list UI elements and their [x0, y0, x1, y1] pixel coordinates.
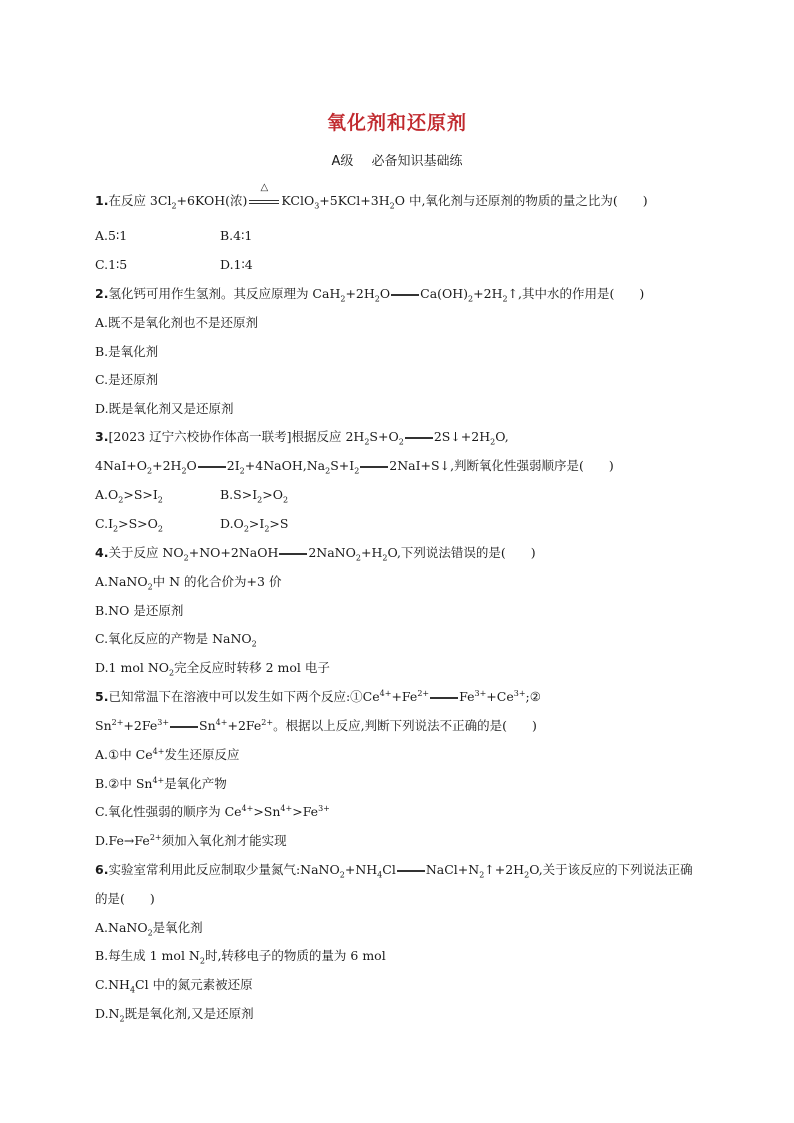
equals-arrow	[279, 553, 307, 555]
equals-arrow	[170, 726, 198, 728]
subscript: 2	[479, 870, 485, 880]
subscript: 2	[355, 553, 361, 563]
option-c: $C.I_2>S>O_2$	[95, 516, 163, 534]
q-text: Fe	[459, 689, 475, 704]
question-5-line-2	[95, 717, 734, 735]
superscript: 2+	[417, 688, 430, 698]
q-text: +6KOH(浓)	[176, 193, 248, 208]
question-6-line-2: 的是( )	[95, 891, 155, 906]
q-text: 。根据以上反应,判断下列说法不正确的是( )	[273, 718, 537, 733]
question-1	[95, 182, 734, 211]
question-number: 6.	[95, 862, 109, 877]
level-label: A级	[331, 154, 354, 169]
subscript: 2	[389, 201, 395, 211]
superscript: 3+	[157, 717, 170, 727]
q-text: 2NaI+S↓,判断氧化性强弱顺序是( )	[389, 458, 614, 473]
subscript: 2	[364, 437, 370, 447]
q-text: S+O	[369, 429, 399, 444]
q-text: KClO	[281, 193, 315, 208]
q-text: +2H	[345, 286, 375, 301]
question-number: 5.	[95, 689, 109, 704]
question-number: 2.	[95, 286, 109, 301]
q-text: [2023 辽宁六校协作体高一联考]根据反应 2H	[108, 429, 365, 444]
option-b: B.②中 $Sn^{4+}$是氧化产物	[95, 775, 227, 791]
subscript: 2	[147, 466, 153, 476]
q-text: ↑+2H	[484, 862, 525, 877]
option-c: C.氧化性强弱的顺序为 $Ce^{4+}>Sn^{4+}>Fe^{3+}$	[95, 803, 330, 819]
q-text: O,下列说法错误的是( )	[387, 545, 536, 560]
option-d: D.既是氧化剂又是还原剂	[95, 401, 234, 416]
option-c: C.1∶5	[95, 257, 128, 272]
question-number: 3.	[95, 429, 109, 444]
q-text: O	[186, 458, 197, 473]
option-d: $D.N_2$既是氧化剂,又是还原剂	[95, 1006, 254, 1024]
q-text: +NH	[344, 862, 378, 877]
subscript: 2	[374, 294, 380, 304]
q-text: +2Fe	[123, 718, 158, 733]
option-a: A.①中 $Ce^{4+}$发生还原反应	[95, 746, 240, 762]
q-text: 已知常温下在溶液中可以发生如下两个反应:①Ce	[108, 689, 380, 704]
subscript: 2	[325, 466, 331, 476]
option-c: C.氧化反应的产物是 NaNO$_2$	[95, 631, 257, 649]
q-text: +2Fe	[227, 718, 262, 733]
option-a: A.NaNO$_2$中 N 的化合价为+3 价	[95, 574, 282, 592]
option-b: B.每生成 1 mol $N_2$时,转移电子的物质的量为 6 mol	[95, 948, 386, 966]
question-6	[95, 861, 734, 879]
option-a: A.NaNO$_2$是氧化剂	[95, 920, 203, 938]
section-subtitle	[0, 150, 794, 169]
q-text: 4NaI+O	[95, 458, 148, 473]
topic-label: 必备知识基础练	[371, 154, 463, 169]
question-number: 4.	[95, 545, 109, 560]
q-text: +H	[360, 545, 383, 560]
option-c: $C.NH_4Cl$ 中的氮元素被还原	[95, 977, 253, 995]
superscript: 3+	[474, 688, 487, 698]
subscript: 2	[382, 553, 388, 563]
q-text: 2I	[226, 458, 240, 473]
subscript: 4	[377, 870, 383, 880]
q-text: +Ce	[486, 689, 514, 704]
q-text: +4NaOH,Na	[244, 458, 326, 473]
question-2	[95, 285, 734, 303]
q-text: Sn	[95, 718, 112, 733]
subscript: 3	[314, 201, 320, 211]
q-text: 2S↓+2H	[433, 429, 491, 444]
q-text: +NO+2NaOH	[188, 545, 279, 560]
option-a: A.既不是氧化剂也不是还原剂	[95, 315, 259, 330]
q-text: O,关于该反应的下列说法正确	[529, 862, 693, 877]
subscript: 2	[398, 437, 404, 447]
page-title: 氧化剂和还原剂	[326, 112, 467, 134]
question-5	[95, 688, 734, 706]
q-text: ↑,其中水的作用是( )	[507, 286, 645, 301]
superscript: 2+	[261, 717, 274, 727]
question-4	[95, 544, 734, 562]
question-3-line-2	[95, 457, 734, 475]
subscript: 2	[468, 294, 474, 304]
option-b: B.NO 是还原剂	[95, 603, 184, 618]
subscript: 2	[490, 437, 496, 447]
subscript: 2	[354, 466, 360, 476]
q-text: +5KCl+3H	[319, 193, 390, 208]
equals-arrow	[360, 466, 388, 468]
subscript: 2	[339, 870, 345, 880]
superscript: 4+	[215, 717, 228, 727]
q-text: +2H	[473, 286, 503, 301]
option-d: D.1∶4	[220, 257, 253, 272]
subscript: 2	[171, 201, 177, 211]
option-d: $D.O_2>I_2>S$	[220, 516, 289, 534]
superscript: 4+	[379, 688, 392, 698]
equals-arrow	[391, 294, 419, 296]
q-text: Sn	[199, 718, 216, 733]
superscript: 2+	[111, 717, 124, 727]
option-c: C.是还原剂	[95, 372, 159, 387]
option-d: $D.Fe\to Fe^{2+}$须加入氧化剂才能实现	[95, 832, 287, 848]
subscript: 2	[239, 466, 245, 476]
equals-arrow	[405, 437, 433, 439]
option-b: B.是氧化剂	[95, 344, 159, 359]
heating-equals-sign	[247, 182, 281, 210]
q-text: 关于反应 NO	[108, 545, 184, 560]
q-text: +Fe	[391, 689, 418, 704]
question-number: 1.	[95, 193, 109, 208]
q-text: NaCl+N	[425, 862, 480, 877]
q-text: S+I	[330, 458, 355, 473]
subscript: 2	[183, 553, 189, 563]
option-d: D.1 mol $NO_2$完全反应时转移 2 mol 电子	[95, 660, 330, 678]
q-text: 2NaNO	[308, 545, 356, 560]
q-text: Ca(OH)	[420, 286, 469, 301]
delta-symbol: △	[260, 182, 269, 193]
superscript: 3+	[513, 688, 526, 698]
q-text: O	[379, 286, 391, 301]
question-3	[95, 428, 734, 446]
q-text: 氢化钙可用作生氢剂。其反应原理为 CaH	[108, 286, 341, 301]
subscript: 2	[181, 466, 187, 476]
q-text: O 中,氧化剂与还原剂的物质的量之比为( )	[394, 193, 648, 208]
q-text: 在反应 3Cl	[108, 193, 172, 208]
option-a: A.5∶1	[95, 228, 128, 243]
q-text: O,	[495, 429, 509, 444]
option-b: B.4∶1	[220, 228, 253, 243]
subscript: 2	[340, 294, 346, 304]
q-text: ;②	[525, 689, 541, 704]
q-text: 实验室常利用此反应制取少量氮气:NaNO	[108, 862, 340, 877]
equals-arrow	[430, 697, 458, 699]
q-text: +2H	[152, 458, 182, 473]
equals-arrow	[198, 466, 226, 468]
equals-arrow	[397, 870, 425, 872]
subscript: 2	[524, 870, 530, 880]
option-b: $B.S>I_2>O_2$	[220, 487, 289, 505]
option-a: $A.O_2>S>I_2$	[95, 487, 163, 505]
q-text: Cl	[382, 862, 396, 877]
subscript: 2	[502, 294, 508, 304]
